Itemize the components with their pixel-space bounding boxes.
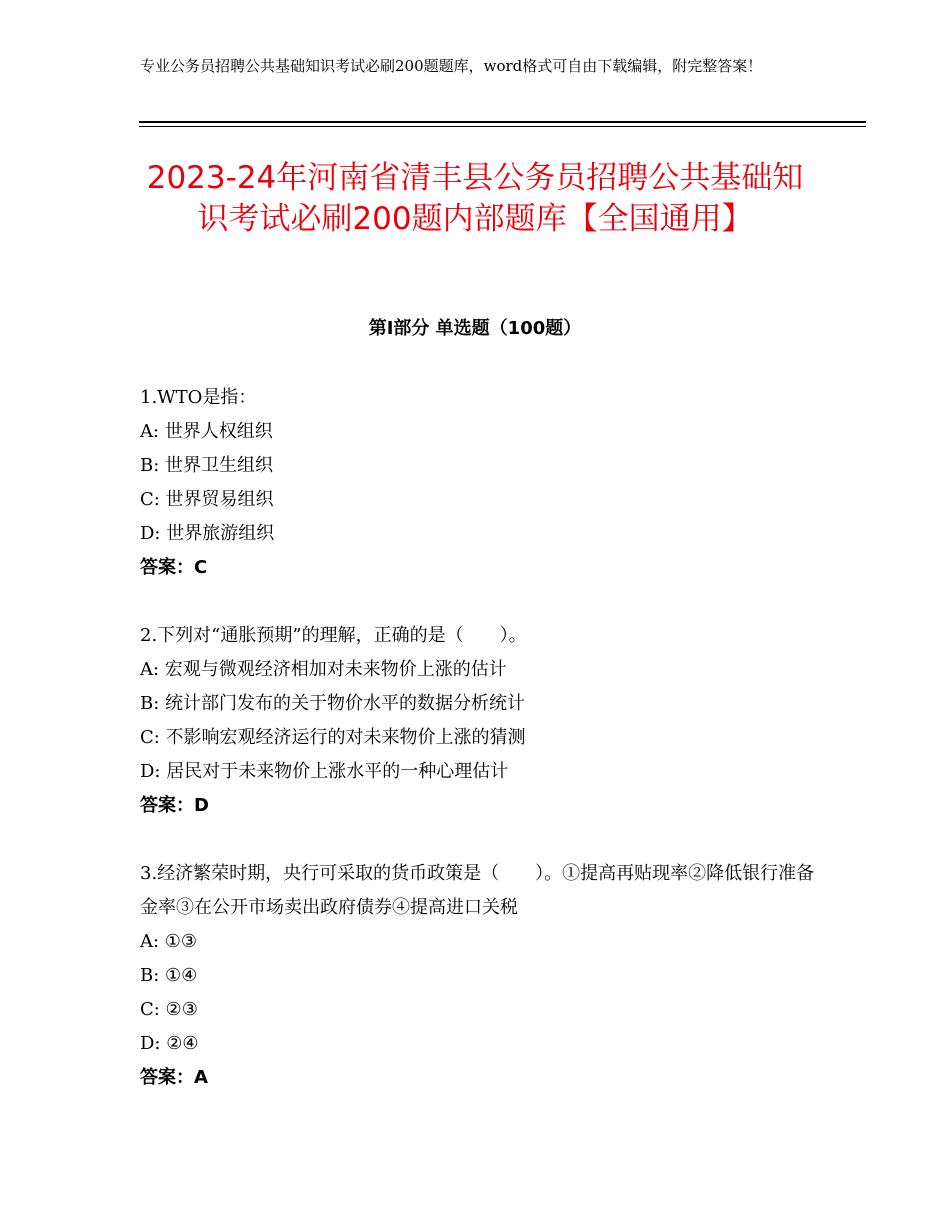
option-b: B: ①④ (140, 965, 198, 986)
option-d: D: 居民对于未来物价上涨水平的一种心理估计 (140, 761, 509, 782)
section-heading: 第Ⅰ部分 单选题（100题） (368, 318, 582, 339)
header-note: 专业公务员招聘公共基础知识考试必刷200题题库，word格式可自由下载编辑，附完整答案！ (140, 57, 763, 75)
option-a: A: 宏观与微观经济相加对未来物价上涨的估计 (140, 659, 507, 680)
option-a: A: ①③ (140, 931, 198, 952)
question-3 (140, 857, 820, 1095)
question-stem: 3.经济繁荣时期，央行可采取的货币政策是（ ）。①提高再贴现率②降低银行准备金率③在公开市场卖出政府债券④提高进口关税 (140, 863, 815, 918)
option-d: D: 世界旅游组织 (140, 523, 275, 544)
question-stem: 1.WTO是指： (140, 387, 257, 408)
question-1 (140, 381, 820, 585)
option-b: B: 统计部门发布的关于物价水平的数据分析统计 (140, 693, 526, 714)
question-stem: 2.下列对“通胀预期”的理解，正确的是（ ）。 (140, 625, 527, 646)
question-list (140, 381, 820, 1129)
question-2 (140, 619, 820, 823)
header-rule-thick (139, 121, 866, 123)
option-c: C: 不影响宏观经济运行的对未来物价上涨的猜测 (140, 727, 526, 748)
answer: 答案：C (140, 557, 208, 578)
answer: 答案：D (140, 795, 209, 816)
option-c: C: 世界贸易组织 (140, 489, 274, 510)
answer: 答案：A (140, 1067, 208, 1088)
header-rule-thin (139, 126, 866, 127)
document-title: 2023-24年河南省清丰县公务员招聘公共基础知识考试必刷200题内部题库【全国通用】 (146, 160, 804, 237)
option-c: C: ②③ (140, 999, 198, 1020)
option-a: A: 世界人权组织 (140, 421, 273, 442)
option-d: D: ②④ (140, 1033, 199, 1054)
option-b: B: 世界卫生组织 (140, 455, 274, 476)
